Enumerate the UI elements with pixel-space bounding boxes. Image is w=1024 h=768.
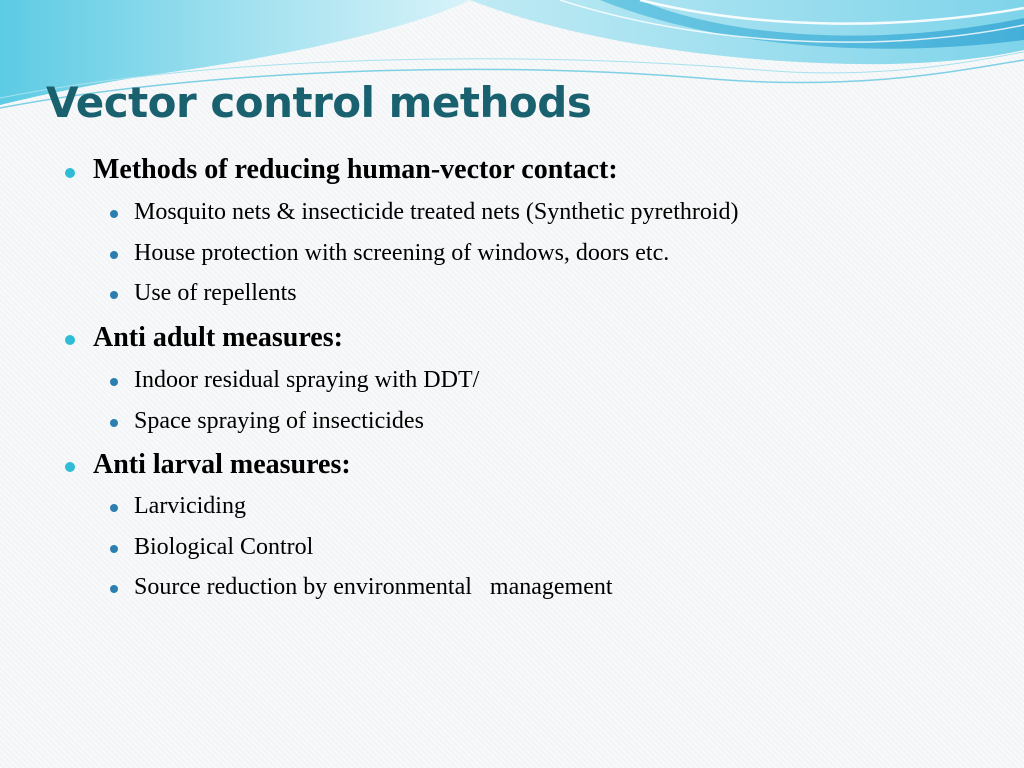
bullet-dot-icon xyxy=(110,291,118,299)
section-heading: Anti larval measures: xyxy=(93,449,351,480)
list-item: Indoor residual spraying with DDT/ xyxy=(134,367,480,393)
bullet-dot-icon xyxy=(110,378,118,386)
bullet-dot-icon xyxy=(110,210,118,218)
bullet-dot-icon xyxy=(65,462,75,472)
bullet-dot-icon xyxy=(110,504,118,512)
slide-title: Vector control methods xyxy=(46,78,592,127)
list-item: Space spraying of insecticides xyxy=(134,408,424,434)
bullet-dot-icon xyxy=(110,585,118,593)
bullet-dot-icon xyxy=(110,545,118,553)
list-item: Mosquito nets & insecticide treated nets (Synthetic pyrethroid) xyxy=(134,199,739,225)
bullet-dot-icon xyxy=(110,419,118,427)
list-item: House protection with screening of windows, doors etc. xyxy=(134,240,670,266)
bullet-dot-icon xyxy=(65,168,75,178)
section-heading: Anti adult measures: xyxy=(93,322,343,353)
list-item: Source reduction by environmental management xyxy=(134,574,613,600)
bullet-dot-icon xyxy=(110,251,118,259)
list-item: Use of repellents xyxy=(134,280,297,306)
section-heading: Methods of reducing human-vector contact: xyxy=(93,154,618,185)
bullet-dot-icon xyxy=(65,335,75,345)
list-item: Larviciding xyxy=(134,493,246,519)
list-item: Biological Control xyxy=(134,534,314,560)
